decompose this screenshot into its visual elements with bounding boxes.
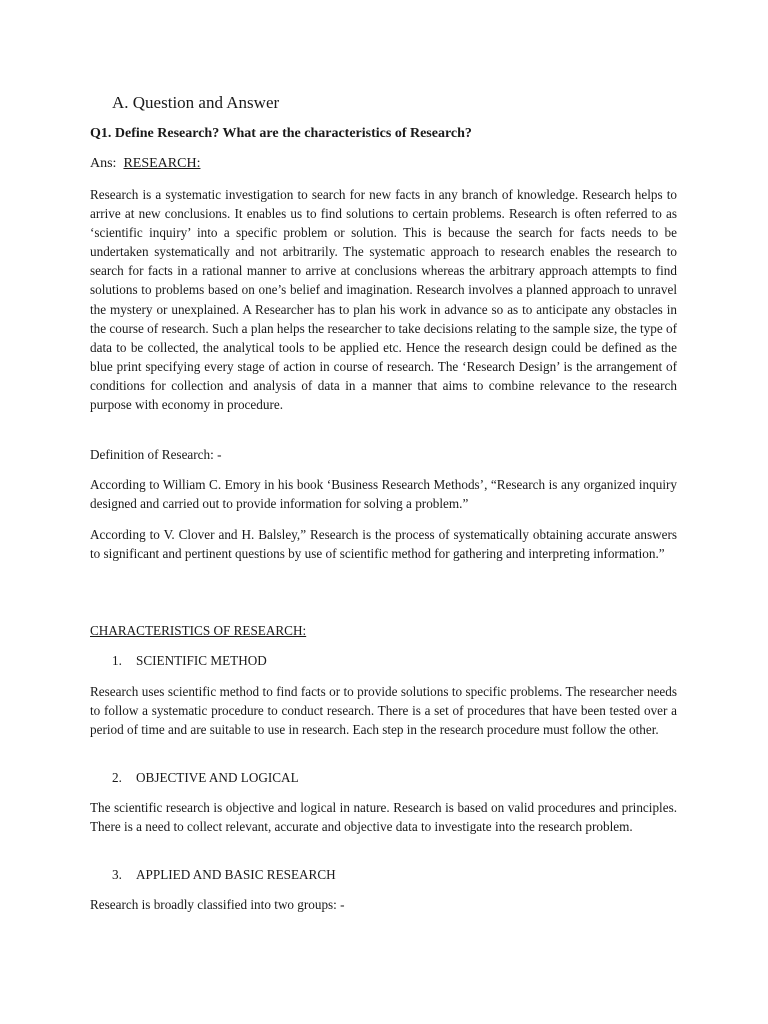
list-heading-text: APPLIED AND BASIC RESEARCH	[136, 867, 336, 882]
emory-definition: According to William C. Emory in his book ‘Business Research Methods’, “Research is any organized inquiry designed and carried out to provide information for solving a problem.”	[90, 477, 677, 512]
characteristics-title: CHARACTERISTICS OF RESEARCH:	[90, 623, 307, 638]
answer-prefix: Ans:	[90, 156, 117, 171]
intro-paragraph: Research is a systematic investigation to search for new facts in any branch of knowledge. Research helps to arrive at new conclusions. It enables us to find solutions to certain problems. Research is often referred to as ‘scientific inquiry’ into a specific problem or solution. This is because the search for facts needs to be undertaken systematically and not arbitrarily. The systematic approach to research enables the research to search for facts in a rational manner to arrive at conclusions whereas the arbitrary approach attempts to find solutions to problems based on one’s belief and imagination. Research involves a planned approach to unravel the mystery or unexplained. A Researcher has to plan his work in advance so as to anticipate any obstacles in the course of research. Such a plan helps the researcher to take decisions relating to the sample size, the type of data to be collected, the analytical tools to be applied etc. Hence the research design could be defined as the blue print specifying every stage of action in course of research. The ‘Research Design’ is the arrangement of conditions for collection and analysis of data in a manner that aims to combine relevance to the research purpose with economy in procedure.	[90, 187, 677, 413]
answer-label	[90, 156, 200, 172]
section-heading: A. Question and Answer	[112, 93, 280, 112]
characteristic-text: Research is broadly classified into two groups: -	[90, 897, 345, 912]
list-heading-text: SCIENTIFIC METHOD	[136, 653, 267, 668]
clover-definition: According to V. Clover and H. Balsley,” Research is the process of systematically obtaining accurate answers to significant and pertinent questions by use of scientific method for gathering and interpreting information.”	[90, 527, 677, 562]
list-number: 1.	[112, 653, 122, 668]
characteristic-text: Research uses scientific method to find facts or to provide solutions to specific problems. The researcher needs to follow a systematic procedure to conduct research. There is a set of procedures that have been tested over a period of time and are suitable to use in research. Each step in the research procedure must follow the other.	[90, 684, 677, 738]
characteristic-heading	[112, 867, 336, 883]
answer-title: RESEARCH:	[123, 156, 201, 171]
list-number: 3.	[112, 867, 122, 882]
characteristic-text: The scientific research is objective and logical in nature. Research is based on valid procedures and principles. There is a need to collect relevant, accurate and objective data to investigate into the research problem.	[90, 800, 677, 835]
question-q1: Q1. Define Research? What are the characteristics of Research?	[90, 126, 472, 141]
characteristic-heading	[112, 653, 267, 669]
list-number: 2.	[112, 770, 122, 785]
list-heading-text: OBJECTIVE AND LOGICAL	[136, 770, 299, 785]
characteristic-heading	[112, 770, 299, 786]
definition-label: Definition of Research: -	[90, 447, 222, 462]
